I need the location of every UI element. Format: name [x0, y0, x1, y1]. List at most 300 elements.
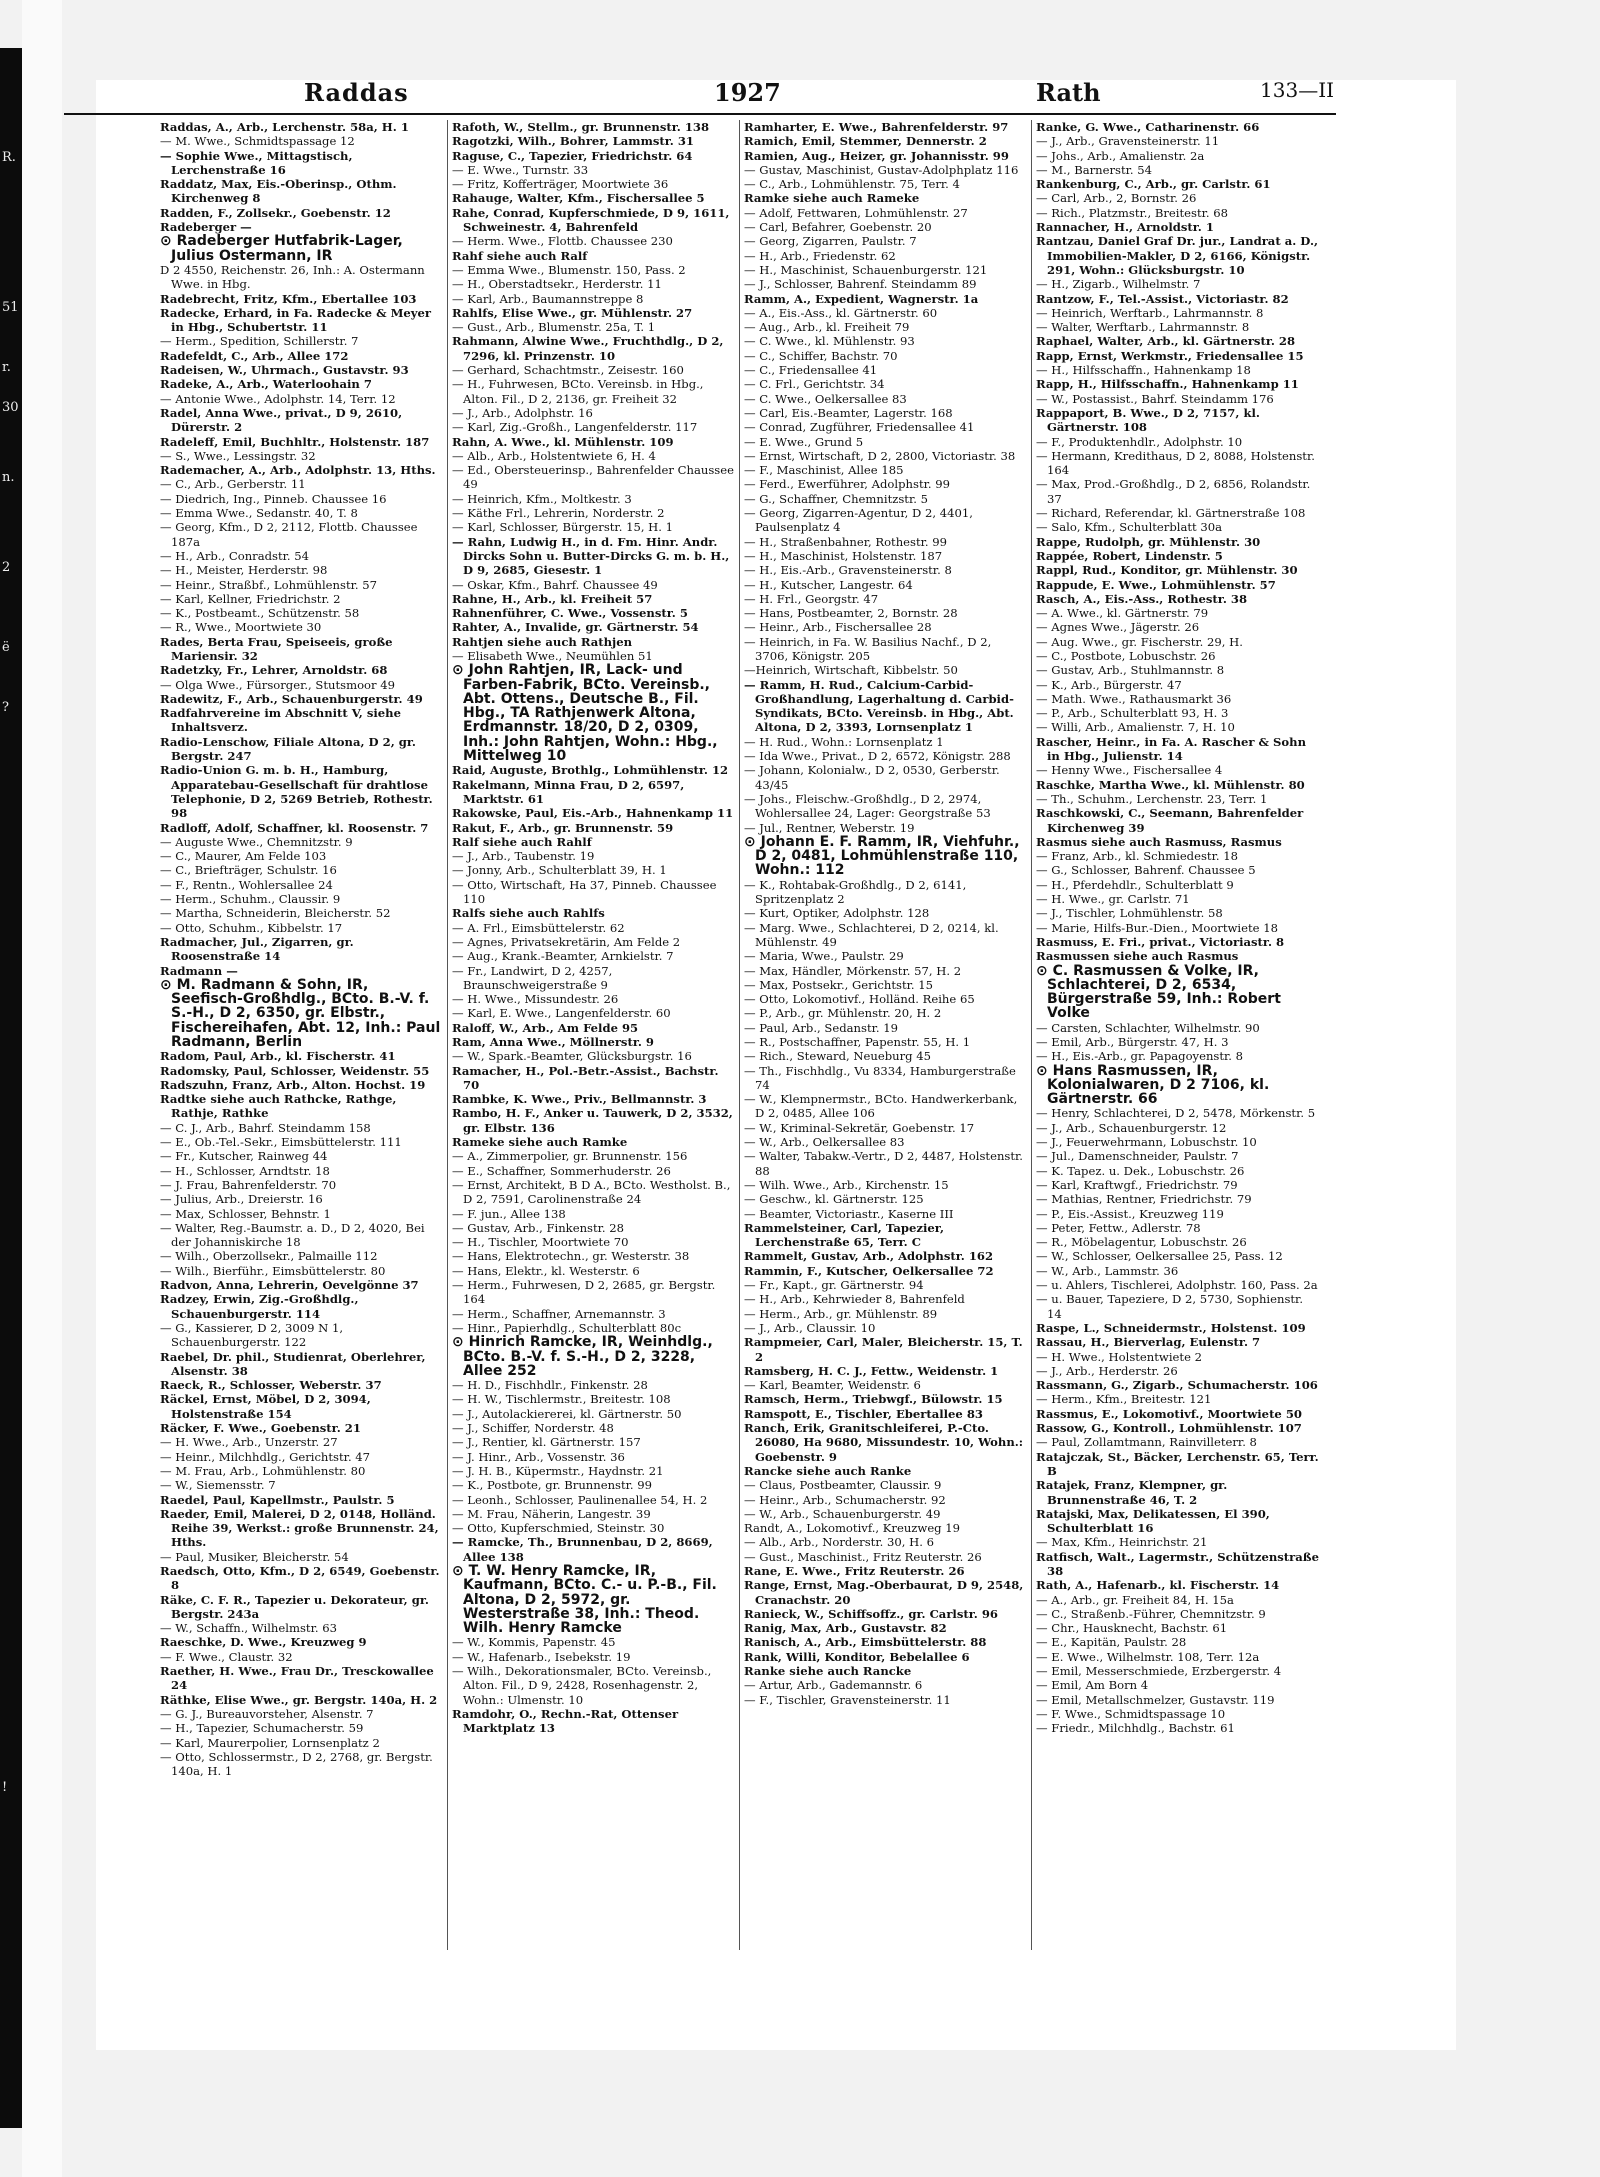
directory-entry: Rahmann, Alwine Wwe., Fruchthdlg., D 2, 7296, kl. Prinzenstr. 10 — [452, 334, 724, 363]
directory-entry: — R., Wwe., Moortwiete 30 — [160, 620, 322, 635]
directory-entry: Radeke, A., Arb., Waterloohain 7 — [160, 377, 372, 392]
directory-entry: — Hermann, Kredithaus, D 2, 8088, Holstenstr. 164 — [1036, 448, 1315, 478]
directory-entry: Radewitz, F., Arb., Schauenburgerstr. 49 — [160, 691, 423, 706]
directory-entry: — Wilh., Dekorationsmaler, BCto. Vereinsb., Alton. Fil., D 9, 2428, Rosenhagenstr. 2, Wohn.: Ulmenstr. 10 — [452, 1664, 712, 1707]
directory-entry: — Jul., Damenschneider, Paulstr. 7 — [1036, 1149, 1239, 1164]
directory-entry: Rakowske, Paul, Eis.-Arb., Hahnenkamp 11 — [452, 806, 734, 821]
directory-entry: — C., Schiffer, Bachstr. 70 — [744, 348, 898, 363]
directory-entry: Radomsky, Paul, Schlosser, Weidenstr. 55 — [160, 1063, 430, 1078]
directory-entry: — Otto, Kupferschmied, Steinstr. 30 — [452, 1521, 665, 1536]
directory-entry: — P., Arb., Schulterblatt 93, H. 3 — [1036, 706, 1229, 721]
directory-entry: Radtke siehe auch Rathcke, Rathge, Rathje, Rathke — [160, 1092, 397, 1121]
directory-entry: — C., Straßenb.-Führer, Chemnitzstr. 9 — [1036, 1606, 1266, 1621]
directory-entry: Radfahrvereine im Abschnitt V, siehe Inhaltsverz. — [160, 706, 401, 735]
directory-entry: — Karl, E. Wwe., Langenfelderstr. 60 — [452, 1006, 671, 1021]
directory-entry: — Marie, Hilfs-Bur.-Dien., Moortwiete 18 — [1036, 920, 1278, 935]
directory-entry: — F., Rentn., Wohlersallee 24 — [160, 877, 333, 892]
directory-entry: — Aug., Arb., kl. Freiheit 79 — [744, 320, 910, 335]
directory-entry: — Max, Postsekr., Gerichtstr. 15 — [744, 977, 934, 992]
directory-entry: — Beamter, Victoriastr., Kaserne III — [744, 1206, 954, 1221]
directory-entry: — Conrad, Zugführer, Friedensallee 41 — [744, 420, 975, 435]
directory-entry: — Paul, Musiker, Bleicherstr. 54 — [160, 1549, 349, 1564]
directory-entry: — J., Arb., Claussir. 10 — [744, 1320, 876, 1335]
margin-mark: 2 — [2, 560, 11, 575]
directory-entry: — J., Arb., Adolphstr. 16 — [452, 405, 593, 420]
directory-entry: — Karl, Arb., Baumannstreppe 8 — [452, 291, 644, 306]
directory-entry: — F. Wwe., Schmidtspassage 10 — [1036, 1706, 1226, 1721]
directory-entry: — Karl, Zig.-Großh., Langenfelderstr. 117 — [452, 420, 698, 435]
directory-entry: ⊙ T. W. Henry Ramcke, IR, Kaufmann, BCto. C.- u. P.-B., Fil. Altona, D 2, 5972, gr. Westerstraße 38, Inh.: Theod. Wilh. Henry Ramcke — [452, 1562, 717, 1637]
directory-entry: — C. Wwe., Oelkersallee 83 — [744, 391, 907, 406]
directory-entry: Raschke, Martha Wwe., kl. Mühlenstr. 80 — [1036, 777, 1305, 792]
directory-entry: D 2 4550, Reichenstr. 26, Inh.: A. Ostermann Wwe. in Hbg. — [160, 262, 425, 292]
directory-entry: — Gust., Maschinist., Fritz Reuterstr. 26 — [744, 1549, 982, 1564]
directory-entry: — H. Wwe., Holstentwiete 2 — [1036, 1349, 1202, 1364]
directory-entry: Ranig, Max, Arb., Gustavstr. 82 — [744, 1621, 947, 1636]
directory-entry: — H., Fuhrwesen, BCto. Vereinsb. in Hbg., Alton. Fil., D 2, 2136, gr. Freiheit 32 — [452, 377, 704, 406]
directory-entry: Rammelsteiner, Carl, Tapezier, Lerchenstraße 65, Terr. C — [744, 1220, 945, 1250]
directory-entry: — K., Postbeamt., Schützenstr. 58 — [160, 606, 360, 621]
directory-entry: — J., Arb., Herderstr. 26 — [1036, 1363, 1178, 1378]
directory-entry: Rassmann, G., Zigarb., Schumacherstr. 106 — [1036, 1378, 1318, 1393]
directory-entry: Ratajski, Max, Delikatessen, El 390, Schulterblatt 16 — [1036, 1506, 1270, 1536]
directory-entry: — Jonny, Arb., Schulterblatt 39, H. 1 — [452, 863, 667, 878]
directory-entry: — Henny Wwe., Fischersallee 4 — [1036, 763, 1223, 778]
directory-entry: — J., Arb., Gravensteinerstr. 11 — [1036, 134, 1220, 149]
directory-entry: — H., Meister, Herderstr. 98 — [160, 563, 328, 578]
directory-entry: — C. J., Arb., Bahrf. Steindamm 158 — [160, 1120, 371, 1135]
directory-entry: — Rich., Platzmstr., Breitestr. 68 — [1036, 205, 1228, 220]
directory-entry: — S., Wwe., Lessingstr. 32 — [160, 448, 316, 463]
column-divider — [447, 120, 448, 1950]
directory-entry: Rasch, A., Eis.-Ass., Rothestr. 38 — [1036, 591, 1248, 606]
directory-entry: — G. J., Bureauvorsteher, Alsenstr. 7 — [160, 1706, 374, 1721]
directory-entry: — Emil, Metallschmelzer, Gustavstr. 119 — [1036, 1692, 1275, 1707]
directory-entry: — J., Autolackiererei, kl. Gärtnerstr. 50 — [452, 1406, 682, 1421]
directory-entry: Rasmussen siehe auch Rasmus — [1036, 949, 1239, 964]
directory-entry: — E., Ob.-Tel.-Sekr., Eimsbüttelerstr. 111 — [160, 1135, 402, 1150]
directory-entry: Ranieck, W., Schiffsoffz., gr. Carlstr. 96 — [744, 1606, 998, 1621]
directory-entry: — Alb., Arb., Holstentwiete 6, H. 4 — [452, 448, 656, 463]
directory-entry: — Ramcke, Th., Brunnenbau, D 2, 8669, Allee 138 — [452, 1535, 713, 1564]
directory-entry: — Max, Prod.-Großhdlg., D 2, 6856, Rolandstr. 37 — [1036, 477, 1311, 506]
directory-entry: —Heinrich, Wirtschaft, Kibbelstr. 50 — [744, 663, 958, 678]
directory-entry: — Math. Wwe., Rathausmarkt 36 — [1036, 691, 1232, 706]
directory-entry: Rancke siehe auch Ranke — [744, 1463, 912, 1478]
directory-entry: Raphael, Walter, Arb., kl. Gärtnerstr. 28 — [1036, 334, 1296, 349]
directory-entry: Ratajek, Franz, Klempner, gr. Brunnenstraße 46, T. 2 — [1036, 1478, 1228, 1507]
directory-entry: — Johann, Kolonialw., D 2, 0530, Gerberstr. 43/45 — [744, 763, 1000, 792]
margin-mark: R. — [2, 150, 16, 165]
directory-entry: — E. Wwe., Turnstr. 33 — [452, 162, 589, 177]
directory-entry: — Georg, Zigarren, Paulstr. 7 — [744, 234, 917, 249]
directory-entry: Raeck, R., Schlosser, Weberstr. 37 — [160, 1378, 382, 1393]
directory-entry: Rath, A., Hafenarb., kl. Fischerstr. 14 — [1036, 1578, 1280, 1593]
directory-entry: — Oskar, Kfm., Bahrf. Chaussee 49 — [452, 577, 658, 592]
directory-entry: — H., Schlosser, Arndtstr. 18 — [160, 1163, 330, 1178]
directory-entry: — Emma Wwe., Sedanstr. 40, T. 8 — [160, 506, 358, 521]
directory-entry: Rahf siehe auch Ralf — [452, 248, 588, 263]
directory-entry: Raschkowski, C., Seemann, Bahrenfelder Kirchenweg 39 — [1036, 806, 1304, 835]
directory-entry: — Richard, Referendar, kl. Gärtnerstraße 108 — [1036, 506, 1306, 521]
directory-entry: — Otto, Wirtschaft, Ha 37, Pinneb. Chaussee 110 — [452, 877, 717, 907]
directory-entry: — Hinr., Papierhdlg., Schulterblatt 80c — [452, 1320, 682, 1335]
directory-entry: — Paul, Zollamtmann, Rainvilleterr. 8 — [1036, 1435, 1257, 1450]
directory-entry: Raebel, Dr. phil., Studienrat, Oberlehrer, Alsenstr. 38 — [160, 1349, 426, 1378]
header-rule — [64, 113, 1336, 115]
directory-entry: — C., Friedensallee 41 — [744, 363, 878, 378]
directory-entry: Radetzky, Fr., Lehrer, Arnoldstr. 68 — [160, 663, 388, 678]
directory-entry: — Max, Schlosser, Behnstr. 1 — [160, 1206, 331, 1221]
directory-entry: — Elisabeth Wwe., Neumühlen 51 — [452, 648, 653, 663]
directory-entry: — Georg, Kfm., D 2, 2112, Flottb. Chaussee 187a — [160, 520, 418, 549]
directory-entry: Ramien, Aug., Heizer, gr. Johannisstr. 99 — [744, 148, 1009, 163]
directory-entry: — Antonie Wwe., Adolphstr. 14, Terr. 12 — [160, 391, 396, 406]
directory-entry: Rappe, Rudolph, gr. Mühlenstr. 30 — [1036, 534, 1261, 549]
directory-entry: Raedel, Paul, Kapellmstr., Paulstr. 5 — [160, 1492, 395, 1507]
directory-entry: — P., Arb., gr. Mühlenstr. 20, H. 2 — [744, 1006, 942, 1021]
directory-entry: — Carl, Eis.-Beamter, Lagerstr. 168 — [744, 405, 953, 420]
directory-entry: ⊙ John Rahtjen, IR, Lack- und Farben-Fabrik, BCto. Vereinsb., Abt. Ottens., Deutsche B., Fil. Hbg., TA Rathjenwerk Altona, Erdmannstr. 18/20, D 2, 0309, Inh.: John Rahtjen, Wohn.: Hbg., Mittelweg 10 — [452, 662, 718, 765]
directory-entry: — Franz, Arb., kl. Schmiedestr. 18 — [1036, 849, 1238, 864]
directory-entry: — H., Pferdehdlr., Schulterblatt 9 — [1036, 877, 1234, 892]
column-2 — [452, 120, 735, 1950]
directory-entry: Rane, E. Wwe., Fritz Reuterstr. 26 — [744, 1563, 965, 1578]
directory-entry: — A. Wwe., kl. Gärtnerstr. 79 — [1036, 606, 1209, 621]
directory-entry: Raedsch, Otto, Kfm., D 2, 6549, Goebenstr. 8 — [160, 1563, 440, 1593]
directory-entry: — Fr., Kutscher, Rainweg 44 — [160, 1149, 328, 1164]
directory-entry: — W., Klempnermstr., BCto. Handwerkerbank, D 2, 0485, Allee 106 — [744, 1092, 1018, 1121]
directory-entry: Rassmus, E., Lokomotivf., Moortwiete 50 — [1036, 1406, 1302, 1421]
directory-entry: Radecke, Erhard, in Fa. Radecke & Meyer in Hbg., Schubertstr. 11 — [160, 305, 431, 335]
directory-entry: — A., Eis.-Ass., kl. Gärtnerstr. 60 — [744, 305, 938, 320]
directory-entry: — Ed., Obersteuerinsp., Bahrenfelder Chaussee 49 — [452, 463, 734, 492]
directory-entry: Rantzau, Daniel Graf Dr. jur., Landrat a. D., Immobilien-Makler, D 2, 6166, Königstr. 291, Wohn.: Glücksburgstr. 10 — [1036, 234, 1319, 277]
column-3 — [744, 120, 1027, 1950]
directory-entry: — Käthe Frl., Lehrerin, Norderstr. 2 — [452, 506, 665, 521]
directory-entry: — Ernst, Wirtschaft, D 2, 2800, Victoriastr. 38 — [744, 448, 1016, 463]
directory-entry: Rank, Willi, Konditor, Bebelallee 6 — [744, 1649, 970, 1664]
directory-entry: — H., Hilfsschaffn., Hahnenkamp 18 — [1036, 363, 1251, 378]
directory-entry: Rankenburg, C., Arb., gr. Carlstr. 61 — [1036, 177, 1271, 192]
directory-entry: Rascher, Heinr., in Fa. A. Rascher & Sohn in Hbg., Julienstr. 14 — [1036, 734, 1306, 764]
directory-entry: Ramke siehe auch Rameke — [744, 191, 920, 206]
directory-entry: — M. Frau, Arb., Lohmühlenstr. 80 — [160, 1463, 366, 1478]
directory-entry: — Heinr., Arb., Schumacherstr. 92 — [744, 1492, 946, 1507]
page-header — [64, 72, 1334, 108]
directory-entry: Rafoth, W., Stellm., gr. Brunnenstr. 138 — [452, 120, 710, 134]
directory-entry: — Max, Händler, Mörkenstr. 57, H. 2 — [744, 963, 962, 978]
directory-entry: — Walter, Werftarb., Lahrmannstr. 8 — [1036, 320, 1250, 335]
directory-entry: — Otto, Schlossermstr., D 2, 2768, gr. Bergstr. 140a, H. 1 — [160, 1749, 433, 1779]
directory-entry: — Johs., Fleischw.-Großhdlg., D 2, 2974, Wohlersallee 24, Lager: Georgstraße 53 — [744, 791, 991, 821]
directory-entry: — Wilh., Oberzollsekr., Palmaille 112 — [160, 1249, 378, 1264]
directory-entry: — Carl, Arb., 2, Bornstr. 26 — [1036, 191, 1197, 206]
directory-entry: — Heinr., Milchhdlg., Gerichtstr. 47 — [160, 1449, 371, 1464]
directory-entry: — Walter, Tabakw.-Vertr., D 2, 4487, Holstenstr. 88 — [744, 1149, 1023, 1178]
directory-entry: — H. Wwe., gr. Carlstr. 71 — [1036, 892, 1190, 907]
directory-entry: — u. Bauer, Tapeziere, D 2, 5730, Sophienstr. 14 — [1036, 1292, 1304, 1321]
margin-mark: 30 — [2, 400, 19, 415]
directory-entry: Raddas, A., Arb., Lerchenstr. 58a, H. 1 — [160, 120, 409, 134]
directory-entry: ⊙ M. Radmann & Sohn, IR, Seefisch-Großhdlg., BCto. B.-V. f. S.-H., D 2, 6350, gr. Elbstr., Fischereihafen, Abt. 12, Inh.: Paul Radmann, Berlin — [160, 976, 441, 1050]
directory-entry: — H., Straßenbahner, Rothestr. 99 — [744, 534, 948, 549]
directory-entry: — F., Tischler, Gravensteinerstr. 11 — [744, 1692, 951, 1707]
directory-entry: Rasmus siehe auch Rasmuss, Rasmus — [1036, 834, 1282, 849]
directory-entry: Rahnenführer, C. Wwe., Vossenstr. 5 — [452, 606, 688, 621]
page-number: 133—II — [1260, 78, 1334, 102]
directory-entry: Rammin, F., Kutscher, Oelkersallee 72 — [744, 1263, 994, 1278]
directory-entry: — Mathias, Rentner, Friedrichstr. 79 — [1036, 1192, 1252, 1207]
directory-entry: — Emil, Am Born 4 — [1036, 1678, 1149, 1693]
directory-entry: Rambo, H. F., Anker u. Tauwerk, D 2, 3532, gr. Elbstr. 136 — [452, 1106, 733, 1135]
directory-entry: — Gustav, Arb., Finkenstr. 28 — [452, 1220, 625, 1235]
directory-entry: Ramharter, E. Wwe., Bahrenfelderstr. 97 — [744, 120, 1009, 134]
directory-entry: ⊙ Hinrich Ramcke, IR, Weinhdlg., BCto. B.-V. f. S.-H., D 2, 3228, Allee 252 — [452, 1334, 713, 1379]
directory-entry: — M. Frau, Näherin, Langestr. 39 — [452, 1506, 651, 1521]
directory-entry: Rappaport, B. Wwe., D 2, 7157, kl. Gärtnerstr. 108 — [1036, 405, 1260, 435]
directory-entry: Radmacher, Jul., Zigarren, gr. Roosenstraße 14 — [160, 934, 354, 964]
directory-entry: — Karl, Maurerpolier, Lornsenplatz 2 — [160, 1735, 380, 1750]
directory-entry: Radloff, Adolf, Schaffner, kl. Roosenstr. 7 — [160, 820, 429, 835]
margin-marks — [0, 0, 20, 2177]
directory-entry: ⊙ C. Rasmussen & Volke, IR, Schlachterei, D 2, 6534, Bürgerstraße 59, Inh.: Robert Volke — [1036, 962, 1281, 1022]
directory-entry: Radmann — — [160, 963, 238, 978]
directory-entry: — J., Arb., Taubenstr. 19 — [452, 849, 595, 864]
directory-entry: — Emil, Arb., Bürgerstr. 47, H. 3 — [1036, 1035, 1229, 1049]
directory-entry: — Aug. Wwe., gr. Fischerstr. 29, H. — [1036, 634, 1243, 649]
directory-entry: — Hans, Elektrotechn., gr. Westerstr. 38 — [452, 1249, 690, 1264]
directory-entry: — Henry, Schlachterei, D 2, 5478, Mörkenstr. 5 — [1036, 1106, 1316, 1121]
directory-entry: — H., Maschinist, Schauenburgerstr. 121 — [744, 262, 988, 277]
directory-entry: Ramm, A., Expedient, Wagnerstr. 1a — [744, 291, 979, 306]
directory-entry: Radeberger — — [160, 220, 252, 235]
directory-entry: — Heinr., Straßbf., Lohmühlenstr. 57 — [160, 577, 378, 592]
directory-entry: — Sophie Wwe., Mittagstisch, Lerchenstraße 16 — [160, 148, 353, 177]
directory-entry: — Fritz, Kofferträger, Moortwiete 36 — [452, 177, 669, 192]
directory-entry: — Gust., Arb., Blumenstr. 25a, T. 1 — [452, 320, 656, 335]
directory-entry: — H., Eis.-Arb., Gravensteinerstr. 8 — [744, 563, 952, 578]
directory-entry: — Georg, Zigarren-Agentur, D 2, 4401, Paulsenplatz 4 — [744, 506, 973, 535]
directory-entry: — Ferd., Ewerführer, Adolphstr. 99 — [744, 477, 950, 492]
directory-entry: — K., Rohtabak-Großhdlg., D 2, 6141, Spritzenplatz 2 — [744, 877, 967, 907]
directory-entry: — J. H. B., Küpermstr., Haydnstr. 21 — [452, 1463, 664, 1478]
directory-entry: — Diedrich, Ing., Pinneb. Chaussee 16 — [160, 491, 387, 506]
directory-entry: Radom, Paul, Arb., kl. Fischerstr. 41 — [160, 1049, 396, 1064]
directory-entry: — H. Wwe., Missundestr. 26 — [452, 992, 619, 1007]
header-left-keyword: Raddas — [304, 78, 409, 107]
directory-entry: — Maria, Wwe., Paulstr. 29 — [744, 949, 904, 964]
margin-mark: ë — [2, 640, 10, 655]
directory-entry: — Th., Schuhm., Lerchenstr. 23, Terr. 1 — [1036, 791, 1268, 806]
directory-entry: — W., Arb., Lammstr. 36 — [1036, 1263, 1179, 1278]
directory-entry: — W., Arb., Oelkersallee 83 — [744, 1135, 905, 1150]
directory-entry: Raddatz, Max, Eis.-Oberinsp., Othm. Kirchenweg 8 — [160, 177, 397, 206]
directory-entry: — Olga Wwe., Fürsorger., Stutsmoor 49 — [160, 677, 396, 692]
directory-entry: — Herm., Spedition, Schillerstr. 7 — [160, 334, 359, 349]
directory-entry: — Fr., Kapt., gr. Gärtnerstr. 94 — [744, 1278, 924, 1293]
directory-entry: — Willi, Arb., Amalienstr. 7, H. 10 — [1036, 720, 1235, 735]
directory-entry: — C. Frl., Gerichtstr. 34 — [744, 377, 885, 392]
directory-entry: — Friedr., Milchhdlg., Bachstr. 61 — [1036, 1721, 1235, 1736]
header-right-keyword: Rath — [1036, 78, 1101, 107]
directory-entry: — R., Postschaffner, Papenstr. 55, H. 1 — [744, 1035, 971, 1049]
directory-entry: — Th., Fischhdlg., Vu 8334, Hamburgerstraße 74 — [744, 1063, 1016, 1092]
directory-entry: Radio-Lenschow, Filiale Altona, D 2, gr. Bergstr. 247 — [160, 734, 416, 764]
directory-entry: Rapp, H., Hilfsschaffn., Hahnenkamp 11 — [1036, 377, 1299, 392]
directory-entry: — H., Arb., Kehrwieder 8, Bahrenfeld — [744, 1292, 965, 1307]
directory-entry: — Carsten, Schlachter, Wilhelmstr. 90 — [1036, 1020, 1260, 1035]
directory-entry: Radeisen, W., Uhrmach., Gustavstr. 93 — [160, 363, 409, 378]
directory-entry: — F. jun., Allee 138 — [452, 1206, 566, 1221]
directory-entry: — H. D., Fischhdlr., Finkenstr. 28 — [452, 1378, 648, 1393]
directory-entry: — Agnes, Privatsekretärin, Am Felde 2 — [452, 934, 681, 949]
directory-entry: — Karl, Kraftwgf., Friedrichstr. 79 — [1036, 1177, 1238, 1192]
directory-entry: — E., Schaffner, Sommerhuderstr. 26 — [452, 1163, 671, 1178]
directory-entry: Raspe, L., Schneidermstr., Holstenst. 109 — [1036, 1320, 1306, 1335]
directory-entry: Rambke, K. Wwe., Priv., Bellmannstr. 3 — [452, 1092, 707, 1107]
directory-entry: Rappée, Robert, Lindenstr. 5 — [1036, 548, 1223, 563]
directory-entry: Randt, A., Lokomotivf., Kreuzweg 19 — [744, 1521, 961, 1536]
directory-entry: — H. Rud., Wohn.: Lornsenplatz 1 — [744, 734, 944, 749]
directory-entry: Ramacher, H., Pol.-Betr.-Assist., Bachstr. 70 — [452, 1063, 719, 1092]
directory-entry: Rampmeier, Carl, Maler, Bleicherstr. 15, T. 2 — [744, 1335, 1023, 1364]
directory-entry: Rassow, G., Kontroll., Lohmühlenstr. 107 — [1036, 1421, 1302, 1436]
directory-entry: — Alb., Arb., Norderstr. 30, H. 6 — [744, 1535, 934, 1550]
header-year: 1927 — [714, 78, 781, 107]
directory-entry: Rannacher, H., Arnoldstr. 1 — [1036, 220, 1214, 235]
directory-entry: — C., Arb., Lohmühlenstr. 75, Terr. 4 — [744, 177, 960, 192]
directory-entry: Ranke, G. Wwe., Catharinenstr. 66 — [1036, 120, 1260, 134]
directory-entry: — Heinrich, Kfm., Moltkestr. 3 — [452, 491, 632, 506]
column-divider — [739, 120, 740, 1950]
directory-entry: — Auguste Wwe., Chemnitzstr. 9 — [160, 834, 353, 849]
directory-entry: Ramsch, Herm., Triebwgf., Bülowstr. 15 — [744, 1392, 1003, 1407]
directory-entry: Rahter, A., Invalide, gr. Gärtnerstr. 54 — [452, 620, 699, 635]
directory-entry: Rahe, Conrad, Kupferschmiede, D 9, 1611, Schweinestr. 4, Bahrenfeld — [452, 205, 730, 235]
directory-entry: — H., Kutscher, Langestr. 64 — [744, 577, 913, 592]
margin-mark: n. — [2, 470, 15, 485]
directory-entry: ⊙ Johann E. F. Ramm, IR, Viehfuhr., D 2, 0481, Lohmühlenstraße 110, Wohn.: 112 — [744, 833, 1020, 879]
directory-entry: — W., Schaffn., Wilhelmstr. 63 — [160, 1621, 337, 1636]
directory-entry: — H., Arb., Friedenstr. 62 — [744, 248, 896, 263]
directory-entry: — Jul., Rentner, Weberstr. 19 — [744, 820, 915, 835]
directory-entry: — H., Oberstadtsekr., Herderstr. 11 — [452, 277, 662, 292]
directory-entry: — K., Arb., Bürgerstr. 47 — [1036, 677, 1182, 692]
directory-entry: — F., Maschinist, Allee 185 — [744, 463, 904, 478]
directory-entry: — M. Wwe., Schmidtspassage 12 — [160, 134, 355, 149]
directory-entry: Rahn, A. Wwe., kl. Mühlenstr. 109 — [452, 434, 674, 449]
directory-entry: — Rahn, Ludwig H., in d. Fm. Hinr. Andr. Dircks Sohn u. Butter-Dircks G. m. b. H., D 9, 2685, Giesestr. 1 — [452, 534, 730, 578]
margin-mark: ! — [2, 1780, 8, 1795]
directory-entry: — Max, Kfm., Heinrichstr. 21 — [1036, 1535, 1208, 1550]
directory-entry: — Gustav, Maschinist, Gustav-Adolphplatz 116 — [744, 162, 1019, 177]
directory-entry: — H., Maschinist, Holstenstr. 187 — [744, 548, 943, 563]
directory-entry: — M., Barnerstr. 54 — [1036, 162, 1153, 177]
directory-entry: — Hans, Elektr., kl. Westerstr. 6 — [452, 1263, 640, 1278]
directory-entry: Radio-Union G. m. b. H., Hamburg, Apparatebau-Gesellschaft für drahtlose Telephonie, D 2, 5269 Betrieb, Rothestr. 98 — [160, 763, 433, 821]
directory-entry: Rappude, E. Wwe., Lohmühlenstr. 57 — [1036, 577, 1276, 592]
directory-entry: Ratajczak, St., Bäcker, Lerchenstr. 65, Terr. B — [1036, 1449, 1319, 1478]
directory-entry: — P., Eis.-Assist., Kreuzweg 119 — [1036, 1206, 1224, 1221]
directory-entry: Radszuhn, Franz, Arb., Alton. Hochst. 19 — [160, 1077, 426, 1092]
directory-entry: — Emma Wwe., Blumenstr. 150, Pass. 2 — [452, 262, 686, 277]
directory-entry: — C., Postbote, Lobuschstr. 26 — [1036, 648, 1216, 663]
directory-entry: Rahauge, Walter, Kfm., Fischersallee 5 — [452, 191, 705, 206]
directory-entry: Raid, Auguste, Brothlg., Lohmühlenstr. 12 — [452, 763, 729, 778]
directory-entry: ⊙ Radeberger Hutfabrik-Lager, Julius Ostermann, IR — [160, 233, 403, 264]
directory-entry: Räke, C. F. R., Tapezier u. Dekorateur, gr. Bergstr. 243a — [160, 1592, 429, 1621]
directory-entry: — Walter, Reg.-Baumstr. a. D., D 2, 4020, Bei der Johanniskirche 18 — [160, 1220, 425, 1250]
directory-entry: — H. Frl., Georgstr. 47 — [744, 591, 879, 606]
directory-entry: — Adolf, Fettwaren, Lohmühlenstr. 27 — [744, 205, 968, 220]
directory-entry: Ratfisch, Walt., Lagermstr., Schützenstraße 38 — [1036, 1549, 1319, 1578]
directory-entry: — Emil, Messerschmiede, Erzbergerstr. 4 — [1036, 1664, 1282, 1679]
directory-entry: — Herm., Arb., gr. Mühlenstr. 89 — [744, 1306, 938, 1321]
directory-entry: — W., Postassist., Bahrf. Steindamm 176 — [1036, 391, 1274, 406]
directory-entry: Rademacher, A., Arb., Adolphstr. 13, Hths. — [160, 463, 436, 478]
directory-entry: Rantzow, F., Tel.-Assist., Victoriastr. 82 — [1036, 291, 1289, 306]
directory-entry: Raguse, C., Tapezier, Friedrichstr. 64 — [452, 148, 693, 163]
directory-entry: — Karl, Beamter, Weidenstr. 6 — [744, 1378, 921, 1393]
directory-entry: Rahne, H., Arb., kl. Freiheit 57 — [452, 591, 653, 606]
directory-entry: — Marg. Wwe., Schlachterei, D 2, 0214, kl. Mühlenstr. 49 — [744, 920, 999, 949]
directory-entry: — Herm. Wwe., Flottb. Chaussee 230 — [452, 234, 673, 249]
directory-entry: Räckel, Ernst, Möbel, D 2, 3094, Holstenstraße 154 — [160, 1392, 371, 1421]
directory-entry: — C., Briefträger, Schulstr. 16 — [160, 863, 337, 878]
directory-entry: Radebrecht, Fritz, Kfm., Ebertallee 103 — [160, 291, 417, 306]
directory-entry: — R., Möbelagentur, Lobuschstr. 26 — [1036, 1235, 1247, 1250]
directory-entry: Räcker, F. Wwe., Goebenstr. 21 — [160, 1421, 361, 1436]
directory-entry: Rahlfs, Elise Wwe., gr. Mühlenstr. 27 — [452, 305, 693, 320]
directory-entry: — Julius, Arb., Dreierstr. 16 — [160, 1192, 323, 1207]
directory-entry: — W., Kommis, Papenstr. 45 — [452, 1635, 616, 1650]
directory-entry: Rades, Berta Frau, Speiseeis, große Mariensir. 32 — [160, 634, 393, 663]
directory-entry: — Wilh., Bierführ., Eimsbüttelerstr. 80 — [160, 1263, 386, 1278]
directory-entry: — H. W., Tischlermstr., Breitestr. 108 — [452, 1392, 671, 1407]
directory-entry: — J., Rentier, kl. Gärtnerstr. 157 — [452, 1435, 641, 1450]
directory-entry: — J., Tischler, Lohmühlenstr. 58 — [1036, 906, 1223, 921]
directory-entry: Rappl, Rud., Konditor, gr. Mühlenstr. 30 — [1036, 563, 1298, 578]
directory-entry: Raether, H. Wwe., Frau Dr., Tresckowallee 24 — [160, 1664, 434, 1693]
directory-entry: Ranch, Erik, Granitschleiferei, P.-Cto. 26080, Ha 9680, Missundestr. 10, Wohn.: Goebenstr. 9 — [744, 1421, 1024, 1464]
directory-entry: — Wilh. Wwe., Arb., Kirchenstr. 15 — [744, 1177, 949, 1192]
directory-entry: Ramdohr, O., Rechn.-Rat, Ottenser Marktplatz 13 — [452, 1706, 679, 1736]
directory-entry: — H., Arb., Conradstr. 54 — [160, 548, 310, 563]
directory-entry: ⊙ Hans Rasmussen, IR, Kolonialwaren, D 2 7106, kl. Gärtnerstr. 66 — [1036, 1062, 1270, 1108]
margin-mark: 51 — [2, 300, 19, 315]
directory-entry: — Gerhard, Schachtmstr., Zeisestr. 160 — [452, 363, 684, 378]
directory-entry: — Claus, Postbeamter, Claussir. 9 — [744, 1478, 942, 1493]
directory-entry: — Salo, Kfm., Schulterblatt 30a — [1036, 520, 1223, 535]
directory-entry: — Kurt, Optiker, Adolphstr. 128 — [744, 906, 930, 921]
directory-entry: — Heinr., Arb., Fischersallee 28 — [744, 620, 932, 635]
directory-entry: — K. Tapez. u. Dek., Lobuschstr. 26 — [1036, 1163, 1245, 1178]
directory-entry: — H., Zigarb., Wilhelmstr. 7 — [1036, 277, 1201, 292]
directory-entry: — H., Tischler, Moortwiete 70 — [452, 1235, 629, 1250]
column-divider — [1031, 120, 1032, 1950]
directory-entry: — Ida Wwe., Privat., D 2, 6572, Königstr. 288 — [744, 749, 1011, 764]
directory-entry: Ragotzki, Wilh., Bohrer, Lammstr. 31 — [452, 134, 694, 149]
directory-entry: Ramsberg, H. C. J., Fettw., Weidenstr. 1 — [744, 1363, 999, 1378]
directory-entry: — Fr., Landwirt, D 2, 4257, Braunschweigerstraße 9 — [452, 963, 613, 992]
directory-entry: — Ernst, Architekt, B D A., BCto. Westholst. B., D 2, 7591, Carolinenstraße 24 — [452, 1177, 731, 1207]
margin-mark: r. — [2, 360, 11, 375]
directory-entry: — Peter, Fettw., Adlerstr. 78 — [1036, 1220, 1201, 1235]
directory-entry: — A., Arb., gr. Freiheit 84, H. 15a — [1036, 1592, 1234, 1607]
directory-entry: Range, Ernst, Mag.-Oberbaurat, D 9, 2548, Cranachstr. 20 — [744, 1578, 1024, 1607]
directory-entry: Ramich, Emil, Stemmer, Dennerstr. 2 — [744, 134, 987, 149]
